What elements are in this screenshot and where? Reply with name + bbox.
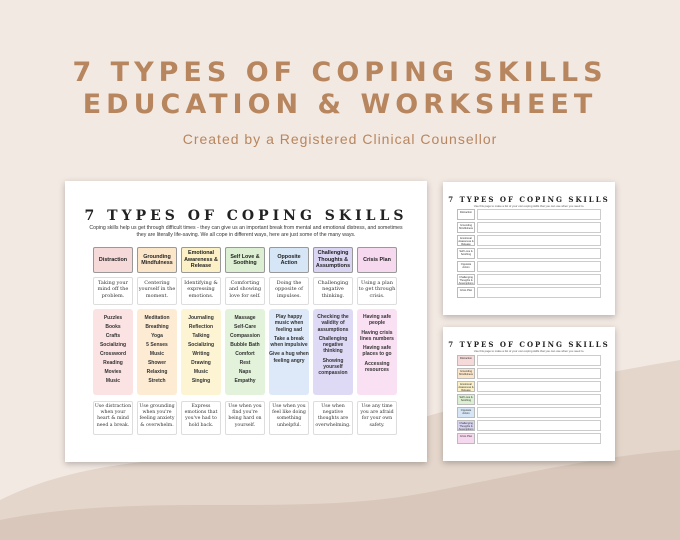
- skill-item: Relaxing: [146, 369, 168, 375]
- worksheet-row-label: Emotional Awareness & Release: [458, 237, 474, 246]
- worksheet-preview-a: [443, 182, 615, 315]
- skill-item: 5 Senses: [146, 342, 168, 348]
- use-when-note: Use distraction when your heart & mind need a break.: [93, 401, 133, 435]
- skill-item: Reflection: [188, 324, 214, 330]
- worksheet-row: [457, 420, 601, 431]
- skill-item: Crafts: [105, 333, 121, 339]
- skill-item: Take a break when impulsive: [270, 335, 308, 349]
- worksheet-b-title: 7 TYPES OF COPING SKILLS: [448, 340, 610, 349]
- skill-item: Comfort: [235, 351, 255, 357]
- worksheet-row-label: Grounding Mindfulness: [457, 368, 475, 379]
- category-header: Emotional Awareness & Release: [181, 247, 221, 273]
- worksheet-row-label: Distraction: [457, 209, 475, 220]
- worksheet-row-label: Challenging Thoughts & Assumptions: [458, 276, 474, 285]
- skill-item: Talking: [192, 333, 210, 339]
- skill-item: Accessing resources: [364, 360, 390, 374]
- skill-list: [181, 309, 221, 395]
- skill-item: Play happy music when feeling sad: [274, 314, 304, 333]
- worksheet-row: [457, 287, 601, 298]
- use-when-note: Use any time you are afraid for your own safety.: [357, 401, 397, 435]
- worksheet-row-label: Opposite Action: [457, 407, 475, 418]
- category-header: Self Love & Soothing: [225, 247, 265, 273]
- worksheet-row: [457, 274, 601, 285]
- worksheet-answer-box[interactable]: [477, 248, 601, 259]
- category-header: Crisis Plan: [357, 247, 397, 273]
- skill-item: Stretch: [148, 378, 166, 384]
- worksheet-row: [457, 394, 601, 405]
- worksheet-row-label: Self Love & Soothing: [457, 248, 475, 259]
- skill-item: Movies: [104, 369, 122, 375]
- skill-list: [93, 309, 133, 395]
- skill-item: Give a hug when feeling angry: [269, 351, 309, 364]
- worksheet-answer-box[interactable]: [477, 394, 601, 405]
- skill-item: Having safe people: [362, 314, 392, 327]
- skill-item: Bubble Bath: [230, 342, 260, 348]
- category-description: Comforting and showing love for self.: [225, 277, 265, 305]
- worksheet-answer-box[interactable]: [477, 368, 601, 379]
- category-description: Centering yourself in the moment.: [137, 277, 177, 305]
- worksheet-row-label: Opposite Action: [457, 261, 475, 272]
- skill-item: Journaling: [188, 315, 214, 321]
- skill-item: Compassion: [229, 333, 260, 339]
- worksheet-a-intro: Use this page to make a list of your own coping skills that you can use when you need to.: [473, 204, 585, 208]
- skill-item: Socializing: [187, 342, 215, 348]
- main-sheet-intro: Coping skills help us get through difficult times - they can give us an important break from mental and emotional distress, and sometimes they are literally life-saving. We all cope in different ways, here are just some of the many ways.: [89, 225, 403, 238]
- worksheet-answer-box[interactable]: [477, 287, 601, 298]
- skill-item: Challenging negative thinking: [318, 335, 348, 355]
- worksheet-row: [457, 381, 601, 392]
- worksheet-row-label: Distraction: [457, 355, 475, 366]
- worksheet-answer-box[interactable]: [477, 274, 601, 285]
- worksheet-preview-b: [443, 327, 615, 461]
- skill-item: Crossword: [99, 351, 127, 357]
- skill-list: [137, 309, 177, 395]
- worksheet-row: [457, 261, 601, 272]
- worksheet-answer-box[interactable]: [477, 261, 601, 272]
- worksheet-row: [457, 368, 601, 379]
- category-header: Challenging Thoughts & Assumptions: [313, 247, 353, 273]
- category-description: Doing the opposite of impulses.: [269, 277, 309, 305]
- skill-list: [269, 309, 309, 395]
- main-worksheet: [65, 181, 427, 462]
- worksheet-row-label: Emotional Awareness & Release: [458, 383, 474, 392]
- skill-item: Music: [105, 378, 121, 384]
- skill-item: Yoga: [151, 333, 163, 339]
- category-description: Using a plan to get through crisis.: [357, 277, 397, 305]
- worksheet-answer-box[interactable]: [477, 433, 601, 444]
- skill-item: Writing: [192, 351, 210, 357]
- category-description: Identifying & expressing emotions.: [181, 277, 221, 305]
- worksheet-answer-box[interactable]: [477, 407, 601, 418]
- skill-list: [313, 309, 353, 395]
- skill-item: Checking the validity of assumptions: [317, 314, 349, 333]
- skill-list: [357, 309, 397, 395]
- skill-item: Music: [149, 351, 165, 357]
- worksheet-row: [457, 235, 601, 246]
- skill-list: [225, 309, 265, 395]
- skill-item: Having crisis lines numbers: [360, 329, 394, 342]
- skill-item: Singing: [191, 378, 211, 384]
- category-header: Distraction: [93, 247, 133, 273]
- skill-item: Music: [193, 369, 209, 375]
- hero-title-line-2: EDUCATION & WORKSHEET: [82, 89, 598, 120]
- worksheet-row-label: Crisis Plan: [457, 287, 475, 298]
- skill-item: Reading: [103, 360, 123, 366]
- skill-item: Self-Care: [234, 324, 256, 330]
- hero-subtitle: Created by a Registered Clinical Counsellor: [182, 131, 498, 147]
- use-when-note: Express emotions that you've had to hold back.: [181, 401, 221, 435]
- worksheet-answer-box[interactable]: [477, 222, 601, 233]
- use-when-note: Use grounding when you're feeling anxiety & overwhelm.: [137, 401, 177, 435]
- skill-item: Showing yourself compassion: [318, 357, 348, 377]
- skill-item: Meditation: [144, 315, 170, 321]
- worksheet-answer-box[interactable]: [477, 355, 601, 366]
- use-when-note: Use when you find you're being hard on yourself.: [225, 401, 265, 435]
- worksheet-row: [457, 222, 601, 233]
- worksheet-row-label: Grounding Mindfulness: [457, 222, 475, 233]
- worksheet-answer-box[interactable]: [477, 235, 601, 246]
- use-when-note: Use when negative thoughts are overwhelming.: [313, 401, 353, 435]
- skill-item: Books: [105, 324, 121, 330]
- category-description: Challenging negative thinking.: [313, 277, 353, 305]
- skill-item: Drawing: [191, 360, 211, 366]
- hero-title-line-1: 7 TYPES OF COPING SKILLS: [72, 57, 608, 88]
- worksheet-a-title: 7 TYPES OF COPING SKILLS: [448, 195, 610, 204]
- worksheet-row: [457, 209, 601, 220]
- worksheet-answer-box[interactable]: [477, 209, 601, 220]
- worksheet-b-intro: Use this page to make a list of your own coping skills that you can use when you need to.: [473, 349, 585, 353]
- category-description: Taking your mind off the problem.: [93, 277, 133, 305]
- use-when-note: Use when you feel like doing something unhelpful.: [269, 401, 309, 435]
- skill-item: Naps: [238, 369, 252, 375]
- category-header: Opposite Action: [269, 247, 309, 273]
- skill-item: Breathing: [145, 324, 169, 330]
- skill-item: Puzzles: [103, 315, 123, 321]
- worksheet-row: [457, 355, 601, 366]
- main-sheet-title: 7 TYPES OF COPING SKILLS: [84, 208, 408, 224]
- worksheet-row-label: Self Love & Soothing: [457, 394, 475, 405]
- worksheet-answer-box[interactable]: [477, 381, 601, 392]
- worksheet-answer-box[interactable]: [477, 420, 601, 431]
- worksheet-row: [457, 248, 601, 259]
- worksheet-row: [457, 433, 601, 444]
- skill-item: Rest: [239, 360, 251, 366]
- skill-item: Empathy: [234, 378, 256, 384]
- skill-item: Massage: [234, 315, 256, 321]
- worksheet-row: [457, 407, 601, 418]
- worksheet-row-label: Challenging Thoughts & Assumptions: [458, 422, 474, 431]
- skill-item: Socializing: [99, 342, 127, 348]
- worksheet-row-label: Crisis Plan: [457, 433, 475, 444]
- skill-item: Having safe places to go: [362, 345, 392, 358]
- category-header: Grounding Mindfulness: [137, 247, 177, 273]
- skill-item: Shower: [147, 360, 167, 366]
